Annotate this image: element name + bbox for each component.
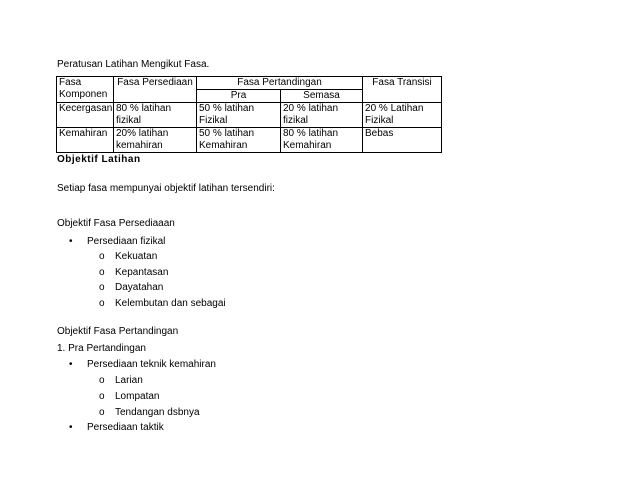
list-item-label: Kelembutan dan sebagai <box>115 298 226 309</box>
list-item-label: Persediaan taktik <box>87 422 164 433</box>
table-header-row <box>57 77 442 90</box>
cell-pra: 50 % latihan Kemahiran <box>197 128 281 153</box>
list-item-label: Persediaan fizikal <box>87 236 166 247</box>
cell-transisi: 20 % Latihan Fizikal <box>363 103 442 128</box>
list-item <box>99 298 226 310</box>
list-item-label: Dayatahan <box>115 282 164 293</box>
cell-pra: 50 % latihan Fizikal <box>197 103 281 128</box>
table-row <box>57 103 442 128</box>
bullet-dot-icon: • <box>69 236 73 247</box>
header-persediaan: Fasa Persediaan <box>114 77 197 103</box>
subheader-semasa: Semasa <box>281 90 363 103</box>
cell-semasa: 20 % latihan fizikal <box>281 103 363 128</box>
bullet-circle-icon: o <box>99 251 105 262</box>
list-item-label: Persediaan teknik kemahiran <box>87 359 216 370</box>
header-komponen: Fasa Komponen <box>57 77 114 103</box>
list-item <box>99 407 200 419</box>
list-item-label: Kepantasan <box>115 267 169 278</box>
bullet-dot-icon: • <box>69 422 73 433</box>
list-item <box>69 236 165 248</box>
table-row <box>57 128 442 153</box>
list-item <box>99 375 143 387</box>
list-item <box>69 422 164 434</box>
list-item-label: Larian <box>115 375 143 386</box>
bullet-circle-icon: o <box>99 391 105 402</box>
list-item-label: Tendangan dsbnya <box>115 407 200 418</box>
list-item <box>99 251 157 263</box>
section-heading: Objektif Latihan <box>57 154 141 165</box>
cell-komponen: Kemahiran <box>57 128 114 153</box>
list-item <box>99 282 163 294</box>
header-pertandingan: Fasa Pertandingan <box>197 77 363 90</box>
list-item <box>69 359 216 371</box>
list-item <box>99 391 159 403</box>
intro-title: Peratusan Latihan Mengikut Fasa. <box>57 59 210 70</box>
cell-transisi: Bebas <box>363 128 442 153</box>
cell-persediaan: 20% latihan kemahiran <box>114 128 197 153</box>
bullet-circle-icon: o <box>99 375 105 386</box>
cell-persediaan: 80 % latihan fizikal <box>114 103 197 128</box>
bullet-circle-icon: o <box>99 298 105 309</box>
phase-percentage-table <box>56 76 442 153</box>
sub-heading-pertandingan: Objektif Fasa Pertandingan <box>57 326 179 337</box>
list-item-label: Kekuatan <box>115 251 158 262</box>
sub-heading-persediaan: Objektif Fasa Persediaaan <box>57 218 175 229</box>
bullet-circle-icon: o <box>99 282 105 293</box>
list-item-label: Lompatan <box>115 391 160 402</box>
bullet-circle-icon: o <box>99 267 105 278</box>
bullet-circle-icon: o <box>99 407 105 418</box>
cell-semasa: 80 % latihan Kemahiran <box>281 128 363 153</box>
cell-komponen: Kecergasan <box>57 103 114 128</box>
header-transisi: Fasa Transisi <box>363 77 442 103</box>
list-item <box>99 267 168 279</box>
subheader-pra: Pra <box>197 90 281 103</box>
paragraph: Setiap fasa mempunyai objektif latihan tersendiri: <box>57 183 275 194</box>
numbered-item: 1. Pra Pertandingan <box>57 343 146 354</box>
bullet-dot-icon: • <box>69 359 73 370</box>
